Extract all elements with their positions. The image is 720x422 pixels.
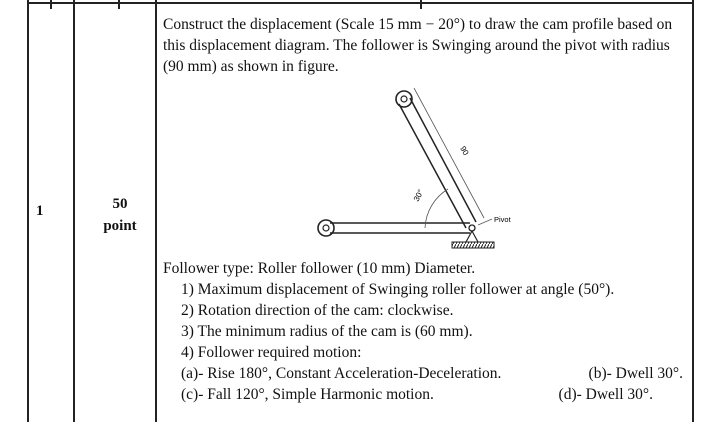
motion-a: (a)- Rise 180°, Constant Acceleration-Deceleration. <box>181 365 502 382</box>
row-number: 1 <box>36 203 44 219</box>
table-tick <box>118 0 120 9</box>
motion-c: (c)- Fall 120°, Simple Harmonic motion. <box>181 386 434 403</box>
requirement-3: 3) The minimum radius of the cam is (60 mm). <box>181 323 473 340</box>
pivot-pin <box>469 225 475 231</box>
ground-hatching <box>452 242 494 248</box>
left-roller-pin <box>323 225 329 231</box>
table-tick <box>50 0 52 9</box>
table-border-right <box>692 0 694 422</box>
requirement-2: 2) Rotation direction of the cam: clockwise. <box>181 302 454 319</box>
follower-type: Follower type: Roller follower (10 mm) Diameter. <box>163 260 476 277</box>
question-statement <box>163 14 678 77</box>
top-roller <box>396 91 412 107</box>
length-dimension-line <box>411 88 484 218</box>
swinging-follower-figure <box>300 82 550 257</box>
angle-label: 30° <box>411 188 426 203</box>
points-cell <box>82 193 158 237</box>
pivot-support <box>472 231 478 242</box>
motion-b: (b)- Dwell 30°. <box>588 365 683 382</box>
requirement-4: 4) Follower required motion: <box>181 344 362 361</box>
points-value: 50 <box>112 196 128 212</box>
requirement-1: 1) Maximum displacement of Swinging roller follower at angle (50°). <box>181 281 615 298</box>
follower-details <box>163 258 683 405</box>
motion-row-2 <box>163 384 683 405</box>
pivot-label: Pivot <box>494 215 511 224</box>
table-divider-number <box>73 0 75 422</box>
question-text: Construct the displacement (Scale 15 mm − 20°) to draw the cam profile based on this displacement diagram. The follower is Swinging around the pivot with radius (90 mm) as shown in figure. <box>163 16 673 75</box>
motion-d: (d)- Dwell 30°. <box>558 386 653 403</box>
top-roller-pin <box>401 96 407 102</box>
table-border-top <box>27 2 694 4</box>
pivot-leader <box>478 219 492 225</box>
arm-edge <box>410 98 476 222</box>
table-border-left <box>27 0 29 422</box>
points-unit: point <box>103 218 137 234</box>
table-tick <box>420 0 422 9</box>
motion-row-1 <box>163 363 683 384</box>
angle-arc <box>425 189 448 228</box>
length-label: 90 <box>458 144 471 157</box>
